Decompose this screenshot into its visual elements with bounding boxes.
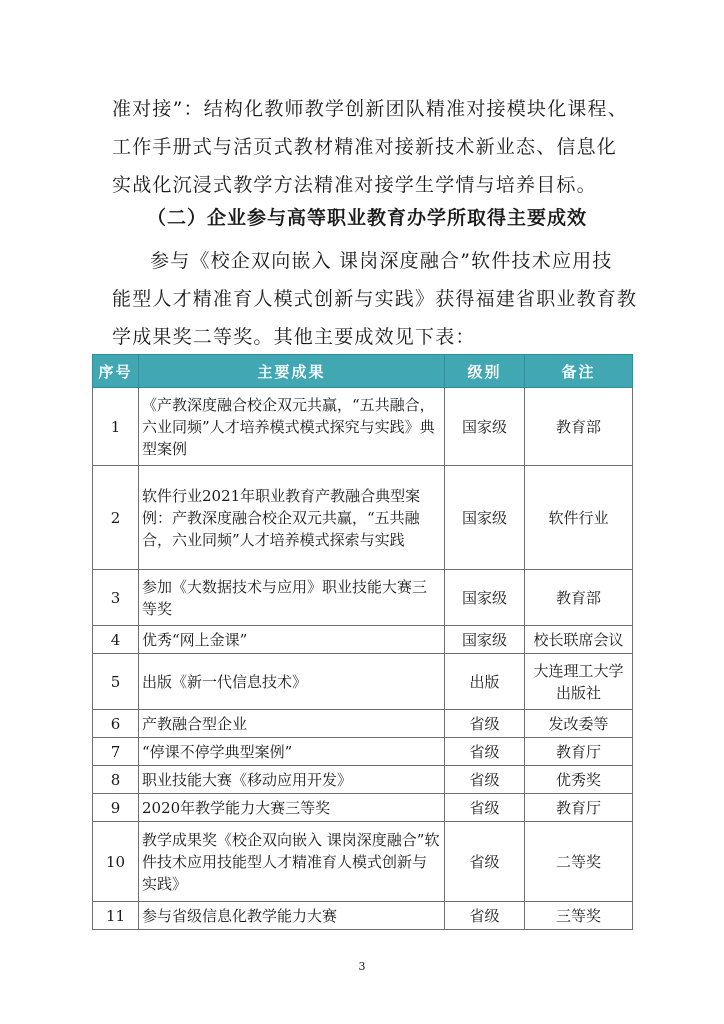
page-number: 3: [358, 960, 366, 973]
body-paragraph: [112, 242, 638, 356]
cell-note: 二等奖: [525, 822, 633, 902]
cell-achievement: 优秀“网上金课”: [139, 626, 445, 654]
table-row: [93, 794, 633, 822]
cell-no: 11: [93, 902, 139, 930]
cell-level: 省级: [445, 822, 525, 902]
table-row: [93, 626, 633, 654]
cell-note: 校长联席会议: [525, 626, 633, 654]
cell-no: 6: [93, 710, 139, 738]
intro-line: 实战化沉浸式教学方法精准对接学生学情与培养目标。: [112, 174, 597, 196]
cell-achievement: 软件行业2021年职业教育产教融合典型案例：产教深度融合校企双元共赢，“五共融合，六业同频”人才培养模式探索与实践: [139, 466, 445, 570]
cell-level: 省级: [445, 710, 525, 738]
cell-no: 5: [93, 654, 139, 710]
cell-note: 教育厅: [525, 794, 633, 822]
cell-note: 发改委等: [525, 710, 633, 738]
cell-achievement: 参与省级信息化教学能力大赛: [139, 902, 445, 930]
header-achievement: 主要成果: [139, 355, 445, 388]
cell-level: 国家级: [445, 570, 525, 626]
cell-level: 国家级: [445, 626, 525, 654]
cell-level: 出版: [445, 654, 525, 710]
achievements-table: [92, 354, 633, 930]
body-line: 参与《校企双向嵌入 课岗深度融合”软件技术应用技: [150, 250, 613, 272]
intro-paragraph: [112, 90, 628, 204]
cell-achievement: 2020年教学能力大赛三等奖: [139, 794, 445, 822]
body-line: 学成果奖二等奖。其他主要成效见下表：: [112, 326, 476, 348]
cell-no: 2: [93, 466, 139, 570]
cell-achievement: 出版《新一代信息技术》: [139, 654, 445, 710]
cell-note: 大连理工大学出版社: [525, 654, 633, 710]
body-line: 能型人才精准育人模式创新与实践》获得福建省职业教育教: [112, 288, 638, 310]
table-header-row: [93, 355, 633, 388]
cell-achievement: 参加《大数据技术与应用》职业技能大赛三等奖: [139, 570, 445, 626]
intro-line: 准对接”：结构化教师教学创新团队精准对接模块化课程、: [112, 98, 628, 120]
cell-note: 软件行业: [525, 466, 633, 570]
cell-achievement: 《产教深度融合校企双元共赢，“五共融合，六业同频”人才培养模式模式探究与实践》典型案例: [139, 388, 445, 466]
table-row: [93, 902, 633, 930]
cell-no: 3: [93, 570, 139, 626]
cell-no: 7: [93, 738, 139, 766]
cell-level: 省级: [445, 794, 525, 822]
cell-note: 教育部: [525, 388, 633, 466]
header-level: 级别: [445, 355, 525, 388]
section-heading: （二）企业参与高等职业教育办学所取得主要成效: [146, 207, 587, 229]
cell-no: 8: [93, 766, 139, 794]
intro-line: 工作手册式与活页式教材精准对接新技术新业态、信息化: [112, 136, 618, 158]
cell-level: 省级: [445, 738, 525, 766]
header-no: 序号: [93, 355, 139, 388]
cell-level: 省级: [445, 766, 525, 794]
header-note: 备注: [525, 355, 633, 388]
cell-note: 教育部: [525, 570, 633, 626]
table-row: [93, 738, 633, 766]
cell-no: 4: [93, 626, 139, 654]
cell-note: 优秀奖: [525, 766, 633, 794]
table-row: [93, 654, 633, 710]
cell-achievement: 教学成果奖《校企双向嵌入 课岗深度融合”软件技术应用技能型人才精准育人模式创新与实践》: [139, 822, 445, 902]
table-row: [93, 766, 633, 794]
table-row: [93, 466, 633, 570]
cell-achievement: 产教融合型企业: [139, 710, 445, 738]
table-row: [93, 388, 633, 466]
cell-no: 9: [93, 794, 139, 822]
cell-note: 三等奖: [525, 902, 633, 930]
cell-level: 省级: [445, 902, 525, 930]
cell-note: 教育厅: [525, 738, 633, 766]
cell-no: 1: [93, 388, 139, 466]
cell-no: 10: [93, 822, 139, 902]
table-row: [93, 822, 633, 902]
table-row: [93, 710, 633, 738]
cell-level: 国家级: [445, 466, 525, 570]
cell-level: 国家级: [445, 388, 525, 466]
table-row: [93, 570, 633, 626]
cell-achievement: “停课不停学典型案例”: [139, 738, 445, 766]
cell-achievement: 职业技能大赛《移动应用开发》: [139, 766, 445, 794]
